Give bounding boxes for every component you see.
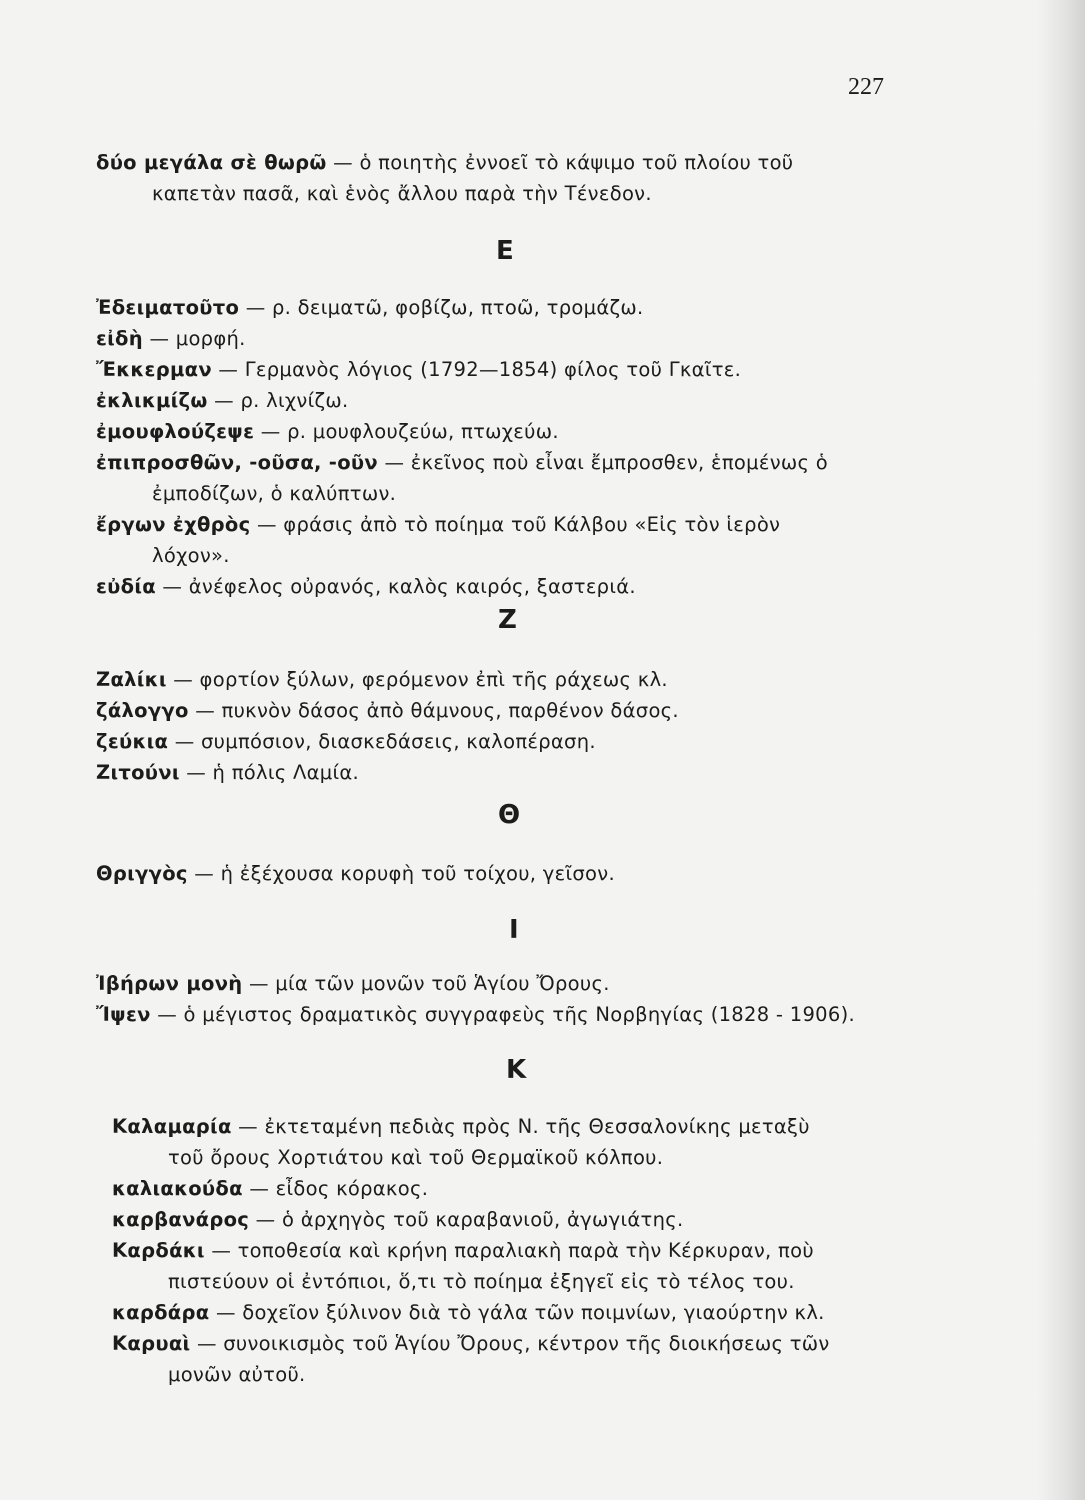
entry-continuation: λόχον». xyxy=(152,544,230,567)
entry-dash: — xyxy=(218,358,239,381)
glossary-entry xyxy=(96,968,916,999)
glossary-entry xyxy=(96,447,916,509)
entry-term: εὐδία xyxy=(96,575,156,598)
entry-definition: συμπόσιον, διασκεδάσεις, καλοπέραση. xyxy=(201,730,596,753)
glossary-entry xyxy=(96,999,916,1030)
entry-definition: ἡ πόλις Λαμία. xyxy=(212,761,360,784)
section-heading-iota: Ι xyxy=(509,915,519,945)
page-number: 227 xyxy=(848,74,884,100)
entry-term: καρδάρα xyxy=(112,1301,210,1324)
entry-term: Ἔκκερμαν xyxy=(96,358,212,381)
entry-dash: — xyxy=(255,1208,276,1231)
entry-term: Ἐδειματοῦτο xyxy=(96,296,240,319)
glossary-entry xyxy=(112,1204,932,1235)
glossary-entry xyxy=(96,292,916,323)
entry-term: ζάλογγο xyxy=(96,699,189,722)
entry-definition: ρ. μουφλουζεύω, πτωχεύω. xyxy=(287,420,559,443)
entry-dash: — xyxy=(196,1332,217,1355)
entry-term: Ζαλίκι xyxy=(96,668,167,691)
entry-continuation: ἐμποδίζων, ὁ καλύπτων. xyxy=(152,482,397,505)
entry-definition: τοποθεσία καὶ κρήνη παραλιακὴ παρὰ τὴν Κέρκυραν, ποὺ xyxy=(237,1239,814,1262)
entry-dash: — xyxy=(173,668,194,691)
entry-definition: μορφή. xyxy=(175,327,246,350)
glossary-entry xyxy=(112,1235,932,1297)
entry-dash: — xyxy=(333,151,353,174)
entry-term: δύο μεγάλα σὲ θωρῶ xyxy=(96,151,327,174)
entry-term: Καλαμαρία xyxy=(112,1115,232,1138)
entry-dash: — xyxy=(162,575,183,598)
entry-dash: — xyxy=(384,451,405,474)
entry-term: ἔργων ἐχθρὸς xyxy=(96,513,251,536)
entry-term: καρβανάρος xyxy=(112,1208,250,1231)
entry-term: ζεύκια xyxy=(96,730,169,753)
entry-dash: — xyxy=(238,1115,258,1138)
entry-term: Ἰβήρων μονὴ xyxy=(96,972,243,995)
entry-definition: ὁ ποιητὴς ἐννοεῖ τὸ κάψιμο τοῦ πλοίου τοῦ xyxy=(359,151,794,174)
entry-dash: — xyxy=(211,1239,232,1262)
section-heading-epsilon: Ε xyxy=(496,236,514,266)
entry-definition: ἀνέφελος οὐρανός, καλὸς καιρός, ξαστεριά. xyxy=(188,575,636,598)
entry-definition: δοχεῖον ξύλινον διὰ τὸ γάλα τῶν ποιμνίων, γιαούρτην κλ. xyxy=(242,1301,825,1324)
glossary-entry xyxy=(96,571,916,602)
entry-definition: ὁ μέγιστος δραματικὸς συγγραφεὺς τῆς Νορβηγίας (1828 - 1906). xyxy=(183,1003,855,1026)
entry-dash: — xyxy=(174,730,195,753)
entry-dash: — xyxy=(215,1301,236,1324)
entry-definition: εἶδος κόρακος. xyxy=(275,1177,429,1200)
entry-definition: μία τῶν μονῶν τοῦ Ἁγίου Ὄρους. xyxy=(275,972,610,995)
entry-term: ἐκλικμίζω xyxy=(96,389,208,412)
entry-term: καλιακούδα xyxy=(112,1177,243,1200)
page-edge-shadow xyxy=(1037,0,1085,1500)
entry-dash: — xyxy=(157,1003,178,1026)
glossary-entry xyxy=(96,509,916,571)
glossary-entry xyxy=(112,1111,932,1173)
entry-definition: Γερμανὸς λόγιος (1792—1854) φίλος τοῦ Γκαῖτε. xyxy=(244,358,742,381)
entry-dash: — xyxy=(214,389,234,412)
entry-dash: — xyxy=(260,420,281,443)
section-heading-theta: Θ xyxy=(498,800,521,830)
entry-definition: ἡ ἐξέχουσα κορυφὴ τοῦ τοίχου, γεῖσον. xyxy=(220,862,615,885)
entry-dash: — xyxy=(248,972,269,995)
entry-continuation: καπετὰν πασᾶ, καὶ ἑνὸς ἄλλου παρὰ τὴν Τένεδον. xyxy=(152,182,652,205)
entry-definition: ἐκτεταμένη πεδιὰς πρὸς Ν. τῆς Θεσσαλονίκης μεταξὺ xyxy=(264,1115,810,1138)
glossary-entry xyxy=(96,664,916,695)
glossary-entry xyxy=(96,147,916,209)
entry-dash: — xyxy=(195,699,216,722)
glossary-entry xyxy=(96,385,916,416)
entry-dash: — xyxy=(256,513,277,536)
glossary-entry xyxy=(112,1297,932,1328)
entry-continuation: πιστεύουν οἱ ἐντόπιοι, ὅ,τι τὸ ποίημα ἐξηγεῖ εἰς τὸ τέλος του. xyxy=(168,1270,795,1293)
entry-term: Ἴψεν xyxy=(96,1003,151,1026)
entry-dash: — xyxy=(249,1177,270,1200)
entry-term: Καρυαὶ xyxy=(112,1332,191,1355)
glossary-entry xyxy=(96,354,916,385)
entry-dash: — xyxy=(186,761,207,784)
entry-definition: ὁ ἀρχηγὸς τοῦ καραβανιοῦ, ἀγωγιάτης. xyxy=(281,1208,684,1231)
entry-continuation: τοῦ ὄρους Χορτιάτου καὶ τοῦ Θερμαϊκοῦ κόλπου. xyxy=(168,1146,664,1169)
entry-definition: ἐκεῖνος ποὺ εἶναι ἔμπροσθεν, ἑπομένως ὁ xyxy=(410,451,829,474)
glossary-entry xyxy=(96,323,916,354)
entry-term: εἰδὴ xyxy=(96,327,143,350)
glossary-entry xyxy=(96,757,916,788)
entry-continuation: μονῶν αὐτοῦ. xyxy=(168,1363,306,1386)
entry-term: Ζιτούνι xyxy=(96,761,180,784)
entry-dash: — xyxy=(149,327,170,350)
entry-definition: πυκνὸν δάσος ἀπὸ θάμνους, παρθένον δάσος. xyxy=(221,699,679,722)
entry-definition: φορτίον ξύλων, φερόμενον ἐπὶ τῆς ράχεως κλ. xyxy=(199,668,668,691)
section-heading-zeta: Ζ xyxy=(498,605,517,635)
entry-dash: — xyxy=(245,296,266,319)
entry-term: Θριγγὸς xyxy=(96,862,188,885)
section-heading-kappa: Κ xyxy=(506,1055,527,1085)
glossary-entry xyxy=(96,416,916,447)
entry-definition: ρ. λιχνίζω. xyxy=(240,389,349,412)
glossary-entry xyxy=(96,858,916,889)
entry-dash: — xyxy=(194,862,215,885)
entry-term: ἐμουφλούζεψε xyxy=(96,420,255,443)
entry-definition: συνοικισμὸς τοῦ Ἁγίου Ὄρους, κέντρον τῆς διοικήσεως τῶν xyxy=(223,1332,830,1355)
glossary-entry xyxy=(112,1173,932,1204)
entry-definition: ρ. δειματῶ, φοβίζω, πτοῶ, τρομάζω. xyxy=(272,296,644,319)
glossary-entry xyxy=(96,726,916,757)
entry-term: Καρδάκι xyxy=(112,1239,205,1262)
entry-definition: φράσις ἀπὸ τὸ ποίημα τοῦ Κάλβου «Εἰς τὸν ἱερὸν xyxy=(283,513,781,536)
glossary-entry xyxy=(96,695,916,726)
entry-term: ἐπιπροσθῶν, -οῦσα, -οῦν xyxy=(96,451,378,474)
glossary-entry xyxy=(112,1328,932,1390)
